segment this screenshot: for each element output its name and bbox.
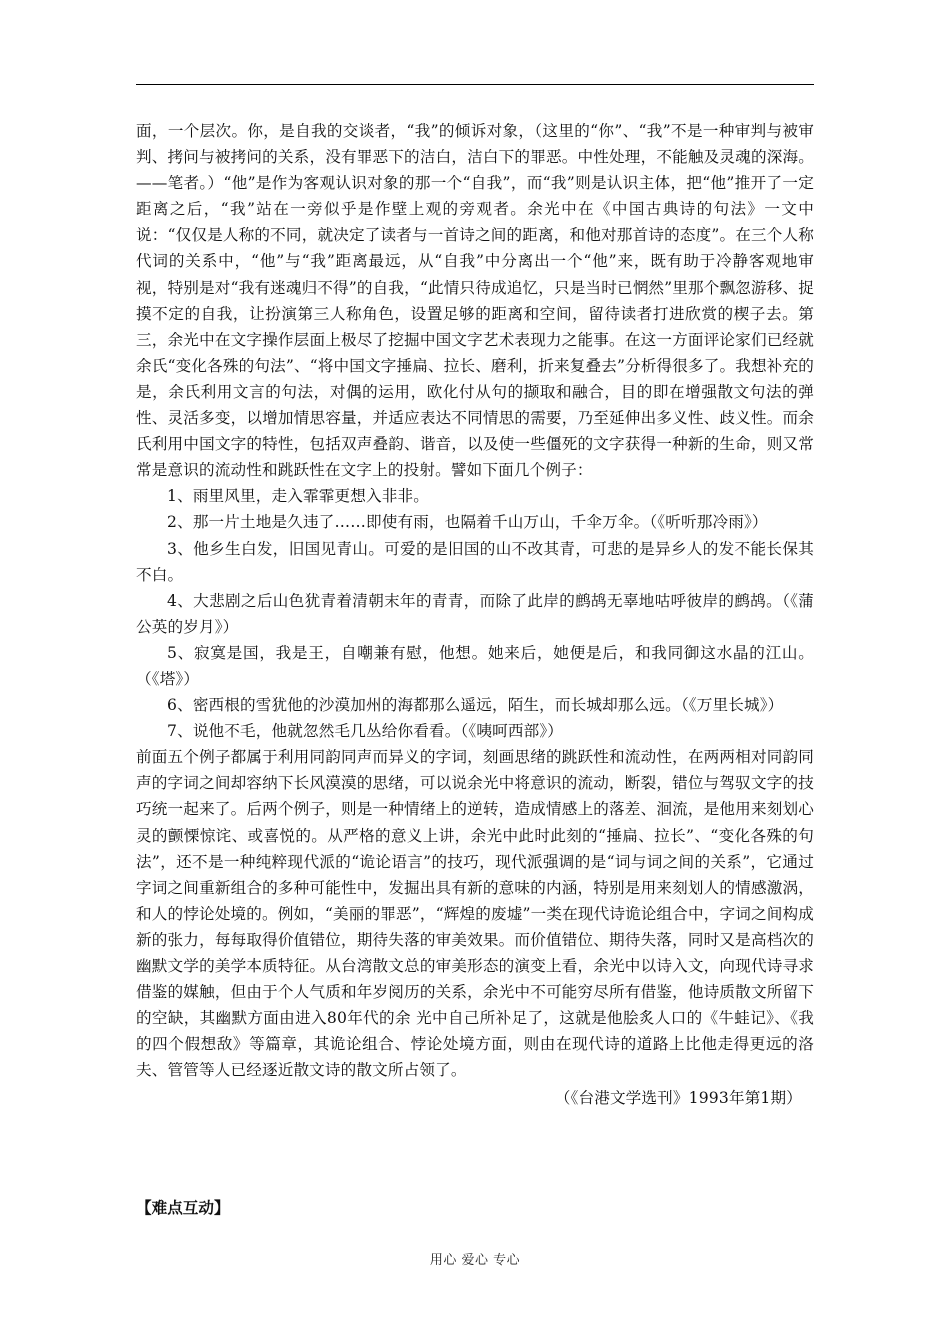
example-5: 5、寂寞是国，我是王，自嘲兼有慰，他想。她来后，她便是后，和我同御这水晶的江山。（《塔》）: [136, 643, 814, 688]
document-body: [136, 118, 814, 1112]
section-heading: 【难点互动】: [136, 1199, 230, 1217]
example-2: 2、那一片土地是久违了……即使有雨，也隔着千山万山，千伞万伞。（《听听那冷雨》）: [167, 513, 768, 532]
closing-paragraph: 前面五个例子都属于利用同韵同声而异义的字词，刻画思绪的跳跃性和流动性，在两两相对同韵同声的字词之间却容纳下长风漠漠的思绪，可以说余光中将意识的流动，断裂，错位与驾驭文字的技巧统一起来了。后两个例子，则是一种情绪上的逆转，造成情感上的落差、洄流，是他用来刻划心灵的颤慄惊诧、或喜悦的。从严格的意义上讲，余光中此时此刻的“捶扁、拉长”、“变化各殊的句法”，还不是一种纯粹现代派的“诡论语言”的技巧，现代派强调的是“词与词之间的关系”，它通过字词之间重新组合的多种可能性中，发掘出具有新的意味的内涵，特别是用来刻划人的情感激涡，和人的悖论处境的。例如，“美丽的罪恶”，“辉煌的废墟”一类在现代诗诡论组合中，字词之间构成新的张力，每每取得价值错位，期待失落的审美效果。而价值错位、期待失落，同时又是高档次的幽默文学的美学本质特征。从台湾散文总的审美形态的演变上看，余光中以诗入文，向现代诗寻求借鉴的媒触，但由于个人气质和年岁阅历的关系，余光中不可能穷尽所有借鉴，他诗质散文所留下的空缺，其幽默方面由进入80年代的余 光中自己所补足了，这就是他脍炙人口的《牛蛙记》、《我的四个假想敌》等篇章，其诡论组合、悖论处境方面，则由在现代诗的道路上比他走得更远的洛夫、管管等人已经逐近散文诗的散文所占领了。: [136, 748, 814, 1080]
example-6: 6、密西根的雪犹他的沙漠加州的海都那么遥远，陌生，而长城却那么远。（《万里长城》）: [167, 696, 784, 715]
example-3: 3、他乡生白发，旧国见青山。可爱的是旧国的山不改其青，可悲的是异乡人的发不能长保其不白。: [136, 539, 814, 584]
example-7: 7、说他不毛，他就忽然毛几丛给你看看。（《咦呵西部》）: [167, 722, 564, 741]
body-paragraph: 面，一个层次。你，是自我的交谈者，“我”的倾诉对象，（这里的“你”、“我”不是一种审判与被审判、拷问与被拷问的关系，没有罪恶下的洁白，洁白下的罪恶。中性处理，不能触及灵魂的深海。——笔者。）“他”是作为客观认识对象的那一个“自我”，而“我”则是认识主体，把“他”推开了一定距离之后，“我”站在一旁似乎是作壁上观的旁观者。余光中在《中国古典诗的句法》一文中说：“仅仅是人称的不同，就决定了读者与一首诗之间的距离，和他对那首诗的态度”。在三个人称代词的关系中，“他”与“我”距离最远，从“自我”中分离出一个“他”来，既有助于冷静客观地审视，特别是对“我有迷魂归不得”的自我，“此情只待成追忆，只是当时已惘然”里那个飘忽游移、捉摸不定的自我，让扮演第三人称角色，设置足够的距离和空间，留待读者打进欣赏的楔子去。第三，余光中在文字操作层面上极尽了挖掘中国文字艺术表现力之能事。在这一方面评论家们已经就余氏“变化各殊的句法”、“将中国文字捶扁、拉长、磨利，折来复叠去”分析得很多了。我想补充的是，余氏利用文言的句法，对偶的运用，欧化付从句的撷取和融合，目的即在增强散文句法的弹性、灵活多变，以增加情思容量，并适应表达不同情思的需要，乃至延伸出多义性、歧义性。而余氏利用中国文字的特性，包括双声叠韵、谐音，以及使一些僵死的文字获得一种新的生命，则又常常是意识的流动性和跳跃性在文字上的投射。譬如下面几个例子：: [136, 122, 814, 480]
source-citation: （《台港文学选刊》1993年第1期）: [554, 1089, 802, 1108]
example-4: 4、大悲剧之后山色犹青着清朝末年的青青，而除了此岸的鹧鸪无辜地咕呼彼岸的鹧鸪。（《蒲公英的岁月》）: [136, 591, 814, 636]
header-rule: [136, 84, 814, 85]
page-footer: 用心 爱心 专心: [429, 1253, 521, 1268]
example-1: 1、雨里风里，走入霏霏更想入非非。: [167, 487, 429, 506]
